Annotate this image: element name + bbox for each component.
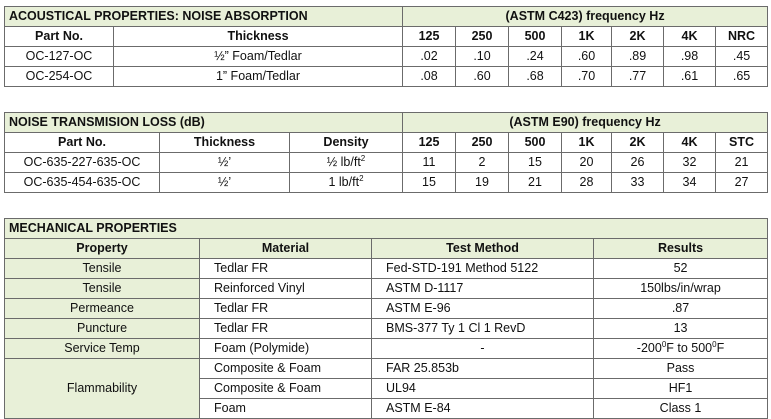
table-cell: 34 <box>664 173 716 193</box>
table-cell: 15 <box>403 173 456 193</box>
table-cell: .77 <box>612 67 664 87</box>
table-cell: HF1 <box>594 379 768 399</box>
table-cell: OC-635-454-635-OC <box>5 173 160 193</box>
table-cell: OC-254-OC <box>5 67 114 87</box>
column-header: Property <box>5 239 200 259</box>
table-cell: Tedlar FR <box>200 299 372 319</box>
table-row <box>5 47 768 67</box>
table-cell: Tedlar FR <box>200 259 372 279</box>
table-cell: 2 <box>456 153 509 173</box>
property-cell: Puncture <box>5 319 200 339</box>
column-header: 500 <box>509 27 562 47</box>
table-cell: Foam (Polymide) <box>200 339 372 359</box>
table-cell: 21 <box>716 153 768 173</box>
column-header: Part No. <box>5 27 114 47</box>
column-header: Material <box>200 239 372 259</box>
table-cell: .60 <box>562 47 612 67</box>
column-header: 1K <box>562 27 612 47</box>
table-cell: Foam <box>200 399 372 419</box>
table-cell: .68 <box>509 67 562 87</box>
table-cell: .89 <box>612 47 664 67</box>
column-header: Results <box>594 239 768 259</box>
table-cell: 52 <box>594 259 768 279</box>
degree-mark: 0 <box>712 340 717 349</box>
column-header: Test Method <box>372 239 594 259</box>
table-cell: 13 <box>594 319 768 339</box>
property-cell: Flammability <box>5 359 200 419</box>
table-cell: .45 <box>716 47 768 67</box>
table-cell: .61 <box>664 67 716 87</box>
table-cell: 19 <box>456 173 509 193</box>
table-row <box>5 259 768 279</box>
table-cell: 1” Foam/Tedlar <box>114 67 403 87</box>
table-row <box>5 173 768 193</box>
table-cell: BMS-377 Ty 1 Cl 1 RevD <box>372 319 594 339</box>
column-header: Part No. <box>5 133 160 153</box>
table-row <box>5 153 768 173</box>
table-cell: FAR 25.853b <box>372 359 594 379</box>
table-cell: 28 <box>562 173 612 193</box>
table-cell: .70 <box>562 67 612 87</box>
table-cell: OC-635-227-635-OC <box>5 153 160 173</box>
column-header: Thickness <box>114 27 403 47</box>
table-cell: .87 <box>594 299 768 319</box>
table-cell: Reinforced Vinyl <box>200 279 372 299</box>
table-cell: Composite & Foam <box>200 379 372 399</box>
mechanical-table <box>4 218 768 419</box>
table-cell: 11 <box>403 153 456 173</box>
property-cell: Tensile <box>5 259 200 279</box>
density-cell <box>290 153 403 173</box>
table-cell: Class 1 <box>594 399 768 419</box>
column-header: 250 <box>456 27 509 47</box>
table-cell: .98 <box>664 47 716 67</box>
column-header: STC <box>716 133 768 153</box>
table-cell: Fed-STD-191 Method 5122 <box>372 259 594 279</box>
column-header: 250 <box>456 133 509 153</box>
density-value: 1 lb/ft <box>328 175 360 189</box>
acoustic-table <box>4 6 768 87</box>
table-cell: .08 <box>403 67 456 87</box>
service-temp-result <box>594 339 768 359</box>
table-cell: .24 <box>509 47 562 67</box>
density-exponent: 2 <box>359 174 364 183</box>
column-header: Thickness <box>160 133 290 153</box>
acoustic-title: ACOUSTICAL PROPERTIES: NOISE ABSORPTION <box>5 7 403 27</box>
column-header: Density <box>290 133 403 153</box>
table-cell: 33 <box>612 173 664 193</box>
column-header: 2K <box>612 133 664 153</box>
column-header: NRC <box>716 27 768 47</box>
temp-high: F to 500 <box>666 341 713 355</box>
acoustic-group-header: (ASTM C423) frequency Hz <box>403 7 768 27</box>
table-row <box>5 359 768 379</box>
column-header: 125 <box>403 133 456 153</box>
table-row <box>5 67 768 87</box>
density-value: ½ lb/ft <box>326 155 361 169</box>
temp-low: -200 <box>636 341 662 355</box>
table-cell: ASTM D-1117 <box>372 279 594 299</box>
table-row <box>5 339 768 359</box>
table-cell: ½’ <box>160 153 290 173</box>
transmission-group-header: (ASTM E90) frequency Hz <box>403 113 768 133</box>
table-row <box>5 299 768 319</box>
table-cell: 32 <box>664 153 716 173</box>
table-cell: UL94 <box>372 379 594 399</box>
table-cell: 150lbs/in/wrap <box>594 279 768 299</box>
column-header: 1K <box>562 133 612 153</box>
table-cell: OC-127-OC <box>5 47 114 67</box>
table-cell: .60 <box>456 67 509 87</box>
table-cell: .10 <box>456 47 509 67</box>
mechanical-title: MECHANICAL PROPERTIES <box>5 219 768 239</box>
table-cell: ½” Foam/Tedlar <box>114 47 403 67</box>
column-header: 4K <box>664 133 716 153</box>
table-cell: 26 <box>612 153 664 173</box>
table-cell: Pass <box>594 359 768 379</box>
table-cell: 21 <box>509 173 562 193</box>
property-cell: Tensile <box>5 279 200 299</box>
table-cell: 27 <box>716 173 768 193</box>
table-cell: .02 <box>403 47 456 67</box>
table-cell: ½’ <box>160 173 290 193</box>
column-header: 500 <box>509 133 562 153</box>
temp-unit: F <box>716 341 725 355</box>
table-cell: ASTM E-84 <box>372 399 594 419</box>
density-cell <box>290 173 403 193</box>
table-cell: Composite & Foam <box>200 359 372 379</box>
density-exponent: 2 <box>360 154 366 163</box>
table-cell: 20 <box>562 153 612 173</box>
table-cell: ASTM E-96 <box>372 299 594 319</box>
table-cell: - <box>372 339 594 359</box>
property-cell: Service Temp <box>5 339 200 359</box>
table-cell: 15 <box>509 153 562 173</box>
degree-mark: 0 <box>661 340 667 349</box>
column-header: 4K <box>664 27 716 47</box>
table-row <box>5 319 768 339</box>
table-cell: Tedlar FR <box>200 319 372 339</box>
table-cell: .65 <box>716 67 768 87</box>
column-header: 2K <box>612 27 664 47</box>
transmission-title: NOISE TRANSMISION LOSS (dB) <box>5 113 403 133</box>
column-header: 125 <box>403 27 456 47</box>
property-cell: Permeance <box>5 299 200 319</box>
table-row <box>5 279 768 299</box>
transmission-table <box>4 112 768 193</box>
